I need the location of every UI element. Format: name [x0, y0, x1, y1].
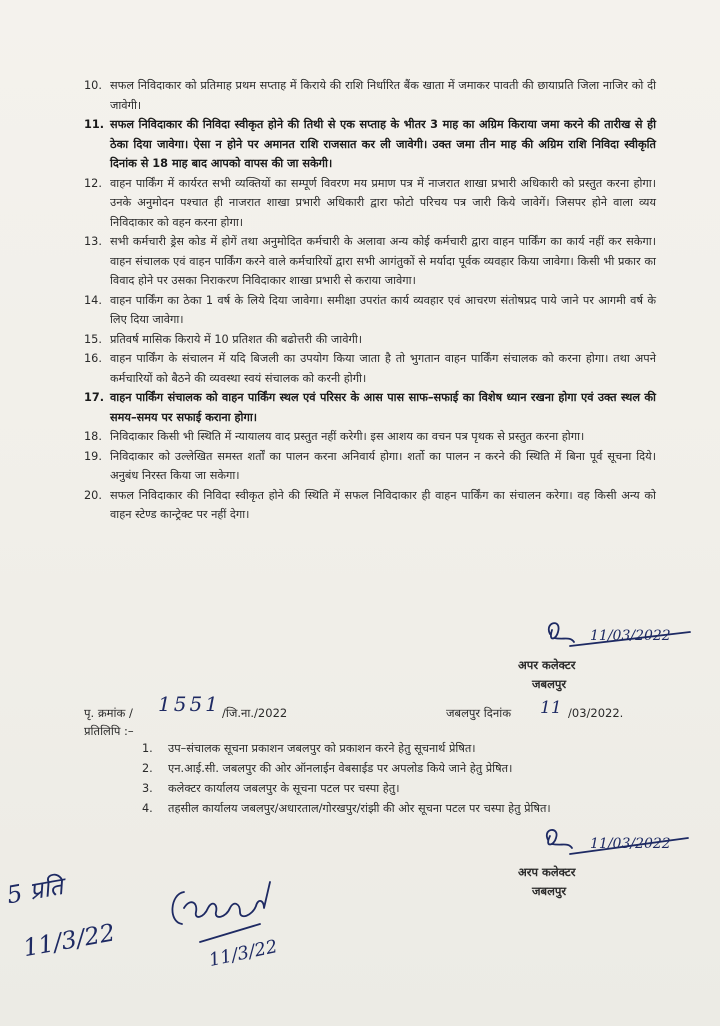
condition-item: [84, 174, 656, 233]
condition-item: [84, 427, 656, 447]
item-text: प्रतिवर्ष मासिक किराये में 10 प्रतिशत की बढोत्तरी की जावेगी।: [110, 332, 363, 346]
item-text: सफल निविदाकार की निविदा स्वीकृत होने की तिथी से एक सप्ताह के भीतर 3 माह का अग्रिम किराया जमा करने की तारीख से ही ठेका दिया जावेगा। ऐसा न होने पर अमानत राशि राजसात कर ली जावेगी। उक्त जमा तीन माह की अग्रिम राशि निविदा स्वीकृति दिनांक से 18 माह बाद आपको वापस की जा सकेगी।: [110, 118, 656, 170]
signature-1-designation: अपर कलेक्टर: [518, 658, 576, 672]
copy-text: कलेक्टर कार्यालय जबलपुर के सूचना पटल पर चस्पा हेतु।: [168, 782, 400, 795]
signature-1: [540, 612, 700, 660]
condition-item: [84, 447, 656, 486]
copy-item: [142, 780, 662, 798]
reference-prefix: पृ. क्रमांक /: [84, 706, 133, 720]
condition-item: [84, 388, 656, 427]
reference-day: 11: [540, 698, 562, 718]
item-text: सफल निविदाकार की निविदा स्वीकृत होने की स्थिति में सफल निविदाकार ही वाहन पार्किंग का संचालन करेगा। वह किसी अन्य को वाहन स्टेण्ड कान्ट्रेक्ट पर नहीं देगा।: [110, 488, 656, 521]
signature-2-place: जबलपुर: [532, 884, 567, 898]
item-number: 13.: [84, 235, 102, 248]
copy-text: उप–संचालक सूचना प्रकाशन जबलपुर को प्रकाशन करने हेतु सूचनार्थ प्रेषित।: [168, 742, 476, 755]
reference-suffix: /जि.ना./2022: [222, 706, 288, 720]
item-number: 11.: [84, 118, 105, 131]
item-number: 17.: [84, 391, 105, 404]
condition-item: [84, 291, 656, 330]
handwritten-copy-count: 5 प्रति: [4, 872, 66, 910]
signature-2-date: 11/03/2022: [590, 836, 671, 852]
reference-number: 1551: [158, 692, 221, 716]
condition-item: [84, 115, 656, 174]
copy-text: एन.आई.सी. जबलपुर की ओर ऑनलाईन वेबसाईड पर अपलोड किये जाने हेतु प्रेषित।: [168, 762, 513, 775]
item-text: निविदाकार किसी भी स्थिति में न्यायालय वाद प्रस्तुत नहीं करेगी। इस आशय का वचन पत्र पृथक से प्रस्तुत करना होगा।: [110, 430, 585, 443]
condition-item: [84, 330, 656, 350]
item-number: 12.: [84, 176, 102, 190]
signature-1-place: जबलपुर: [532, 677, 567, 691]
copy-item: [142, 740, 662, 758]
copy-number: 4.: [142, 802, 153, 815]
item-text: वाहन पार्किंग का ठेका 1 वर्ष के लिये दिया जावेगा। समीक्षा उपरांत कार्य व्यवहार एवं आचरण संतोषप्रद पाये जाने पर आगमी वर्ष के लिए दिया जावेगा।: [110, 293, 656, 326]
copy-number: 3.: [142, 782, 153, 795]
copy-item: [142, 800, 662, 818]
item-text: वाहन पार्किंग संचालक को वाहन पार्किंग स्थल एवं परिसर के आस पास साफ–सफाई का विशेष ध्यान रखना होगा एवं उक्त स्थल की समय–समय पर सफाई कराना होगा।: [110, 391, 656, 424]
copy-text: तहसील कार्यालय जबलपुर/अधारताल/गोरखपुर/रांझी की ओर सूचना पटल पर चस्पा हेतु प्रेषित।: [168, 802, 551, 815]
condition-item: [84, 232, 656, 291]
item-text: सफल निविदाकार को प्रतिमाह प्रथम सप्ताह में किराये की राशि निर्धारित बैंक खाता में जमाकर पावती की छायाप्रति जिला नाजिर को दी जावेगी।: [110, 79, 656, 112]
condition-item: [84, 486, 656, 525]
handwritten-note-left: [0, 858, 140, 978]
item-text: सभी कर्मचारी ड्रेस कोड में होगें तथा अनुमोदित कर्मचारी के अलावा अन्य कोई कर्मचारी द्वारा वाहन पार्किंग का कार्य नहीं कर सकेगा। वाहन संचालक एवं वाहन पार्किंग करने वाले कर्मचारियों द्वारा सभी आगंतुकों से मर्यादा पूर्वक व्यवहार किया जावेगा। किसी भी प्रकार का विवाद होने पर उसका निराकरण निविदाकार शाखा प्रभारी से कराया जावेगा।: [110, 235, 656, 287]
handwritten-signature-center: [160, 862, 300, 982]
signature-2-designation: अरप कलेक्टर: [518, 865, 576, 879]
item-text: निविदाकार को उल्लेखित समस्त शर्तों का पालन करना अनिवार्य होगा। शर्तो का पालन न करने की स्थिति में बिना पूर्व सूचना दिये। अनुबंध निरस्त किया जा सकेगा।: [110, 449, 656, 482]
item-text: वाहन पार्किंग के संचालन में यदि बिजली का उपयोग किया जाता है तो भुगतान वाहन पार्किंग संचालक को करना होगा। तथा अपने कर्मचारियों को बैठने की व्यवस्था स्वयं संचालक को करनी होगी।: [110, 352, 656, 385]
reference-date-suffix: /03/2022.: [568, 706, 624, 720]
item-number: 14.: [84, 293, 102, 307]
item-number: 18.: [84, 430, 102, 443]
item-number: 10.: [84, 79, 102, 92]
copy-number: 2.: [142, 762, 153, 775]
condition-item: [84, 349, 656, 388]
condition-item: [84, 76, 656, 115]
signature-1-date: 11/03/2022: [590, 628, 671, 644]
copy-number: 1.: [142, 742, 153, 755]
handwritten-center-date: 11/3/22: [207, 936, 280, 972]
conditions-list: [84, 76, 656, 525]
item-number: 15.: [84, 332, 102, 346]
copy-label: प्रतिलिपि :–: [84, 724, 134, 738]
copy-list: [142, 740, 662, 820]
item-number: 20.: [84, 488, 102, 502]
reference-date-prefix: जबलपुर दिनांक: [446, 706, 512, 720]
item-text: वाहन पार्किंग में कार्यरत सभी व्यक्तियों का सम्पूर्ण विवरण मय प्रमाण पत्र में नाजरात शाखा प्रभारी अधिकारी को प्रस्तुत करना होगा। उनके अनुमोदन पश्चात ही नाजरात शाखा प्रभारी अधिकारी द्वारा फोटो परिचय पत्र जारी किये जावेगें। जिसपर होने वाला व्यय निविदाकार को वहन करना होगा।: [110, 176, 656, 229]
handwritten-left-date: 11/3/22: [21, 918, 118, 963]
copy-item: [142, 760, 662, 778]
item-number: 19.: [84, 449, 102, 463]
item-number: 16.: [84, 352, 102, 365]
